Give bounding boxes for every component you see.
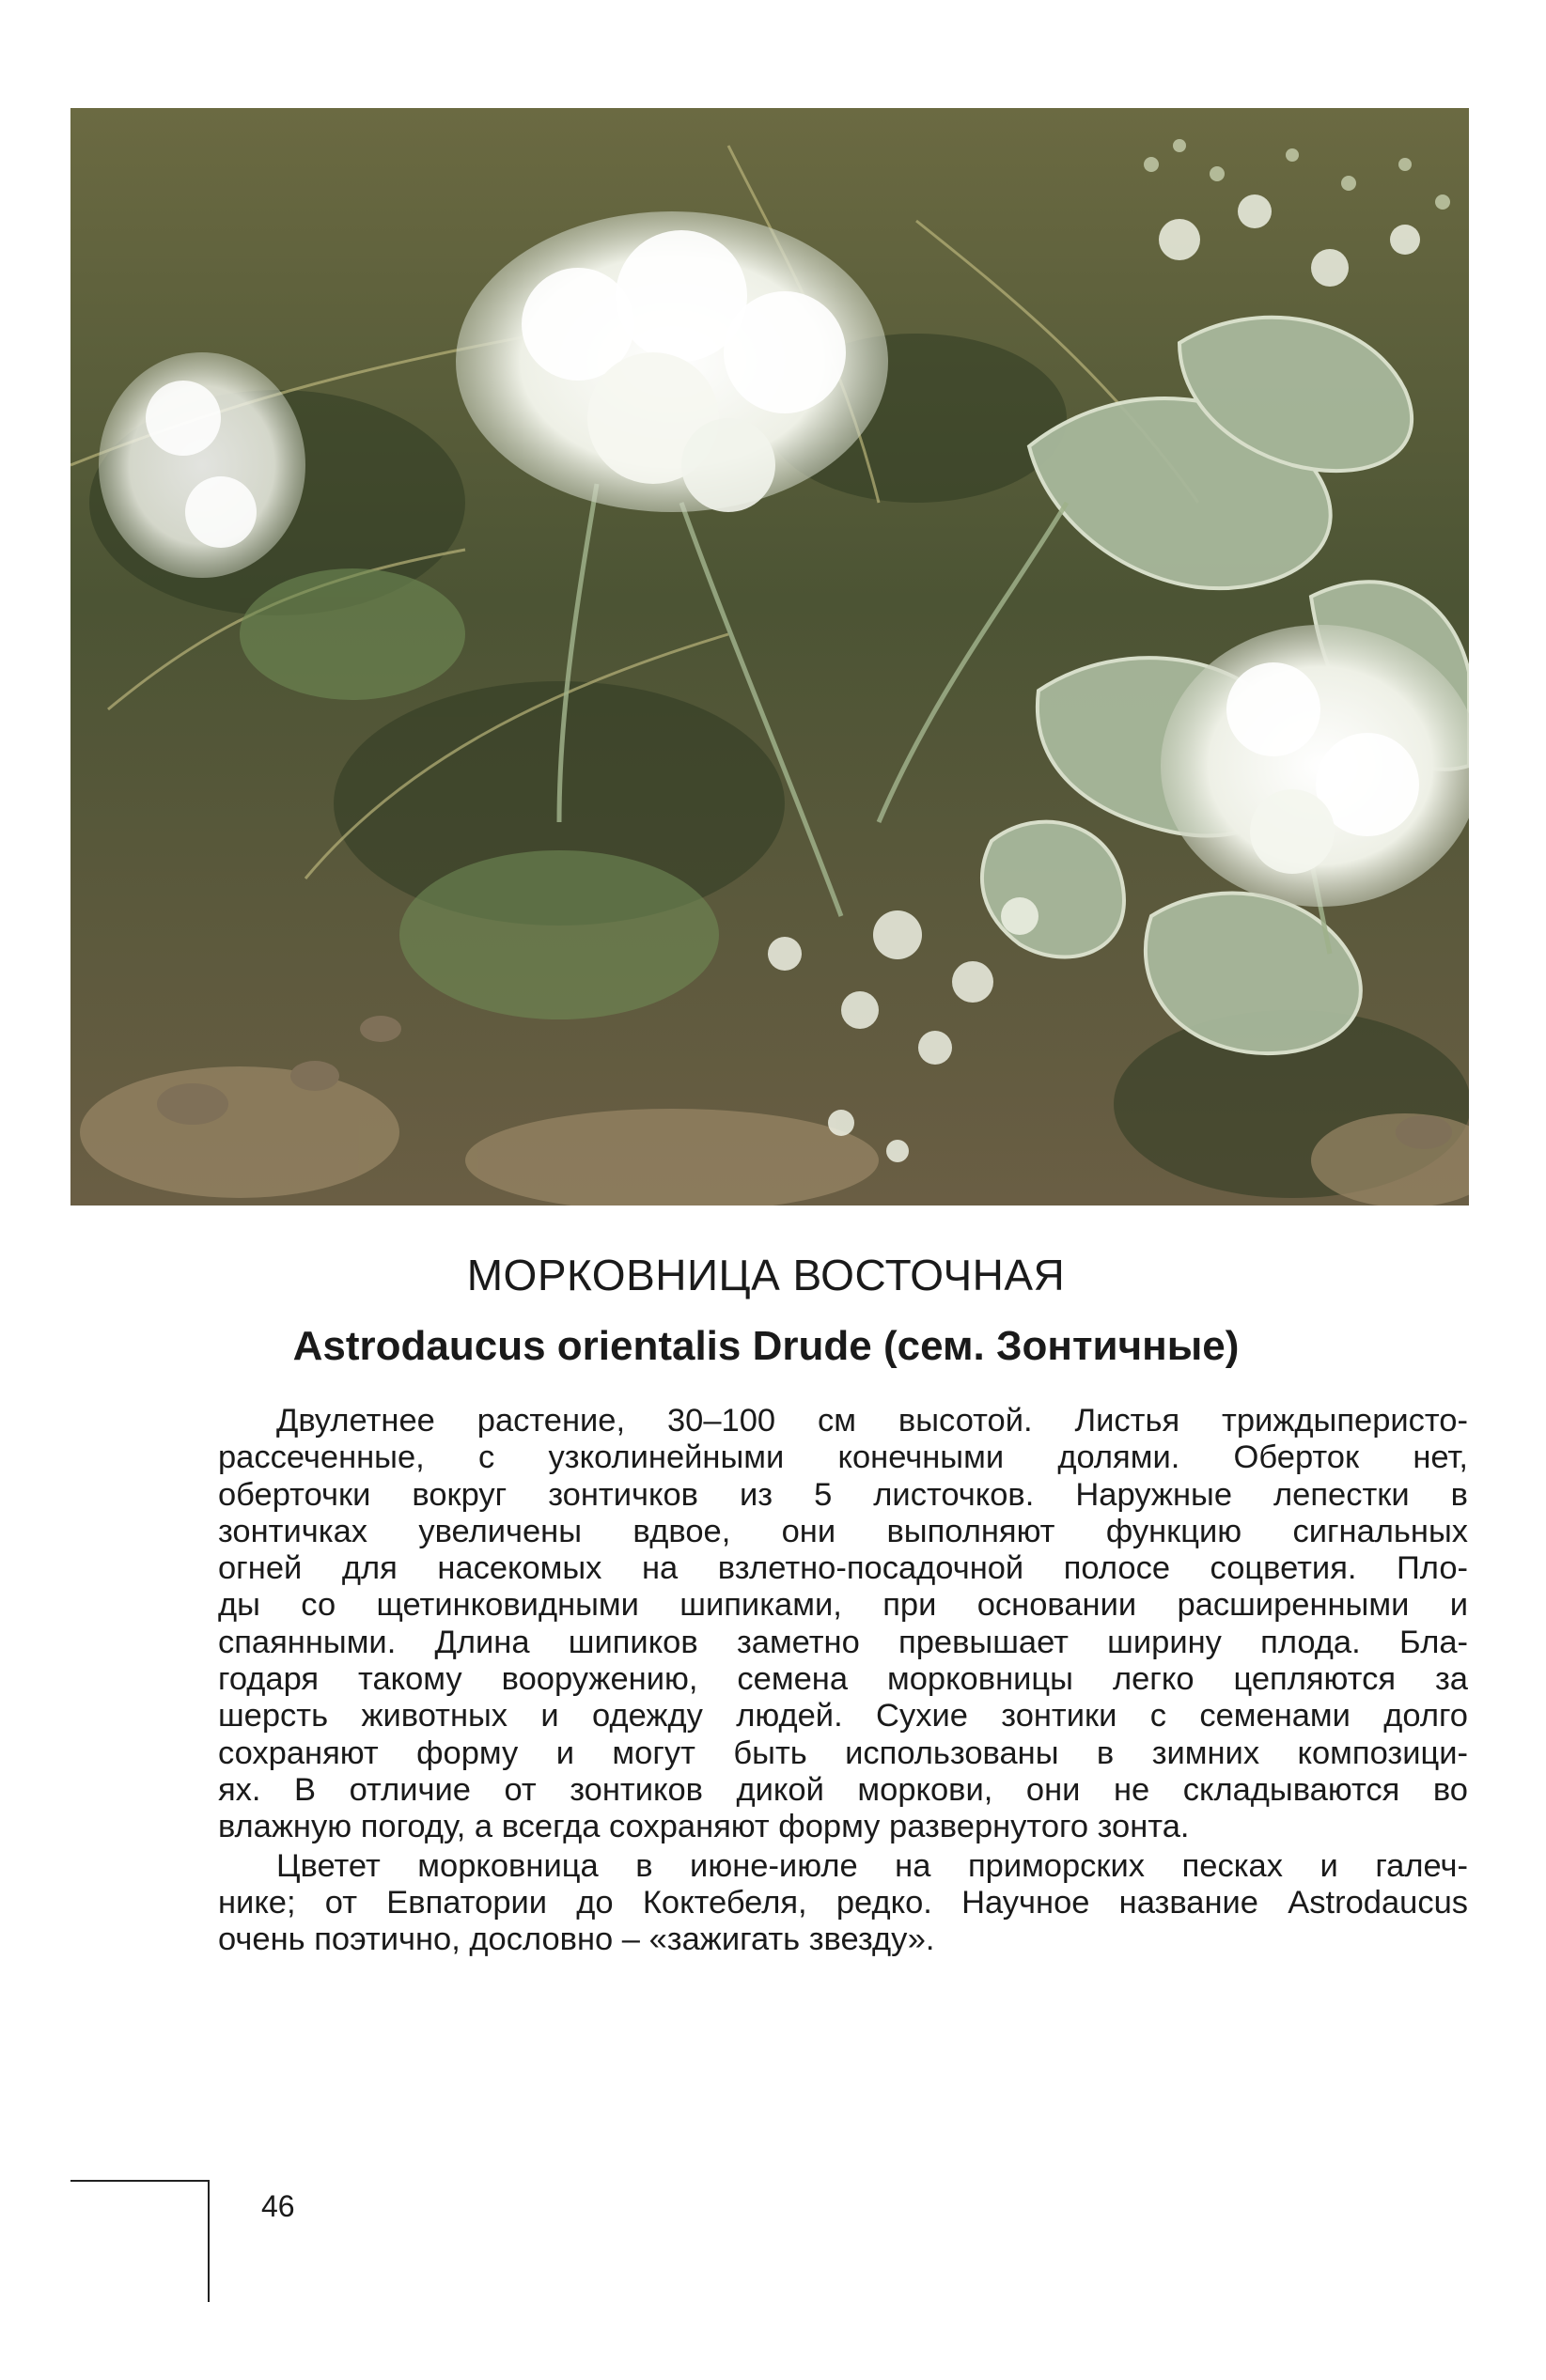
text-line: сохраняют форму и могут быть использованы в зимних композици- xyxy=(218,1734,1468,1771)
footer-rule-horizontal xyxy=(70,2180,210,2182)
plant-photo-illustration xyxy=(70,108,1469,1206)
latin-name: Astrodaucus orientalis Drude (сем. Зонтичные) xyxy=(292,1323,1240,1369)
description-text xyxy=(218,1403,1468,1958)
text-line: Цветет морковница в июне-июле на приморских песках и галеч- xyxy=(276,1847,1468,1884)
text-line: рассеченные, с узколинейными конечными долями. Оберток нет, xyxy=(218,1439,1468,1476)
text-line: оберточки вокруг зонтичков из 5 листочков. Наружные лепестки в xyxy=(218,1476,1468,1513)
text-line: влажную погоду, а всегда сохраняют форму развернутого зонта. xyxy=(218,1809,1190,1845)
paragraph xyxy=(218,1403,1468,1846)
text-line: годаря такому вооружению, семена морковницы легко цепляются за xyxy=(218,1661,1468,1698)
footer-rule-vertical xyxy=(208,2180,210,2302)
text-line: Двулетнее растение, 30–100 см высотой. Листья триждыперисто- xyxy=(276,1403,1468,1439)
text-line: шерсть животных и одежду людей. Сухие зонтики с семенами долго xyxy=(218,1698,1468,1734)
plant-photo xyxy=(70,108,1469,1206)
page-title: МОРКОВНИЦА ВОСТОЧНАЯ xyxy=(466,1251,1066,1299)
text-line: ды со щетинковидными шипиками, при основании расширенными и xyxy=(218,1587,1468,1624)
text-line: огней для насекомых на взлетно-посадочной полосе соцветия. Пло- xyxy=(218,1550,1468,1587)
text-line: спаянными. Длина шипиков заметно превышает ширину плода. Бла- xyxy=(218,1624,1468,1660)
paragraph xyxy=(218,1848,1468,1959)
text-line: очень поэтично, дословно – «зажигать звезду». xyxy=(218,1921,935,1958)
text-line: зонтичках увеличены вдвое, они выполняют функцию сигнальных xyxy=(218,1513,1468,1549)
text-line: ях. В отличие от зонтиков дикой моркови, они не складываются во xyxy=(218,1771,1468,1808)
page-number: 46 xyxy=(261,2189,295,2223)
text-line: нике; от Евпатории до Коктебеля, редко. Научное название Astrodaucus xyxy=(218,1884,1468,1921)
